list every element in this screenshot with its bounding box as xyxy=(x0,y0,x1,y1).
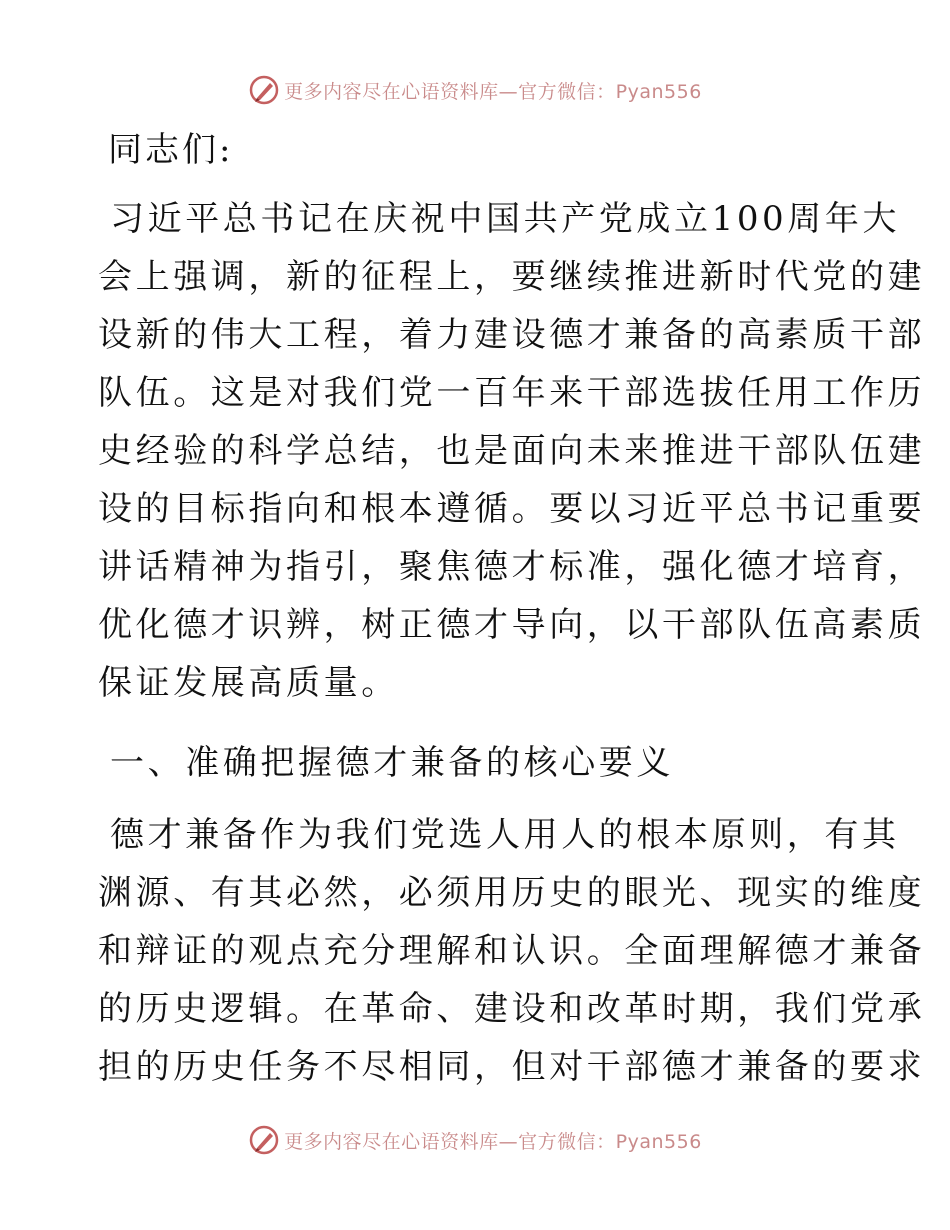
paragraph-line: 讲话精神为指引，聚焦德才标准，强化德才培育， xyxy=(98,547,926,587)
paragraph-line: 队伍。这是对我们党一百年来干部选拔任用工作历 xyxy=(98,373,926,413)
section-heading xyxy=(98,734,858,792)
paragraph-line: 德才兼备作为我们党选人用人的根本原则，有其 xyxy=(110,815,900,855)
paragraph-line: 优化德才识辨，树正德才导向，以干部队伍高素质 xyxy=(98,605,926,645)
pen-logo-icon xyxy=(248,1124,280,1156)
heading-text: 一、准确把握德才兼备的核心要义 xyxy=(110,743,674,783)
watermark-text: 更多内容尽在心语资料库—官方微信：Pyan556 xyxy=(284,1130,702,1153)
paragraph-line: 和辩证的观点充分理解和认识。全面理解德才兼备 xyxy=(98,931,926,971)
footer-watermark xyxy=(0,1120,950,1160)
paragraph-line: 习近平总书记在庆祝中国共产党成立100周年大 xyxy=(110,199,901,239)
paragraph-line: 渊源、有其必然，必须用历史的眼光、现实的维度 xyxy=(98,873,926,913)
paragraph-2 xyxy=(98,806,926,1096)
paragraph-1 xyxy=(98,190,926,712)
paragraph-line: 担的历史任务不尽相同，但对干部德才兼备的要求 xyxy=(98,1047,926,1087)
greeting: 同志们: xyxy=(108,130,234,170)
paragraph-line: 史经验的科学总结，也是面向未来推进干部队伍建 xyxy=(98,431,926,471)
header-watermark xyxy=(0,70,950,110)
watermark-text: 更多内容尽在心语资料库—官方微信：Pyan556 xyxy=(284,80,702,103)
paragraph-line: 的历史逻辑。在革命、建设和改革时期，我们党承 xyxy=(98,989,926,1029)
pen-logo-icon xyxy=(248,74,280,106)
paragraph-line: 会上强调，新的征程上，要继续推进新时代党的建 xyxy=(98,257,926,297)
paragraph-line: 设新的伟大工程，着力建设德才兼备的高素质干部 xyxy=(98,315,926,355)
paragraph-line: 保证发展高质量。 xyxy=(98,663,399,703)
paragraph-line: 设的目标指向和根本遵循。要以习近平总书记重要 xyxy=(98,489,926,529)
